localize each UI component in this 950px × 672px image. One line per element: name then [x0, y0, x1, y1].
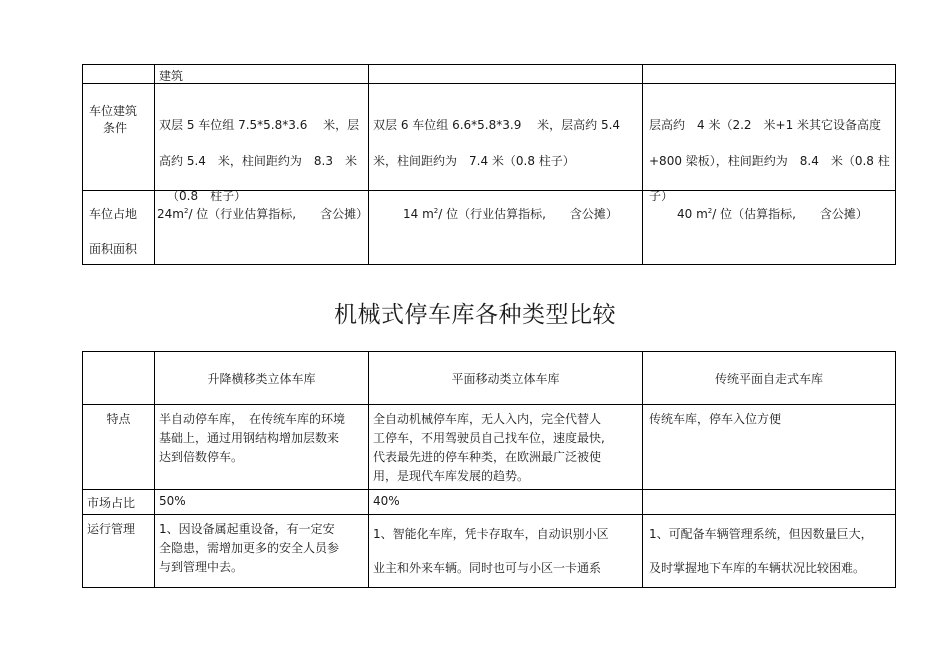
building-conditions-table [82, 64, 896, 265]
row-header-text: 特点 [106, 412, 131, 426]
table-cell [155, 65, 369, 84]
table-cell [155, 405, 369, 490]
cell-text: 双层 5 车位组 7.5*5.8*3.6 米，层 [159, 118, 360, 132]
comparison-table [82, 351, 896, 588]
cell-text: 与到管理中去。 [159, 560, 244, 574]
cell-text: +800 梁板），柱间距约为 8.4 米（0.8 柱 [649, 154, 890, 168]
cell-text: 用，是现代车库发展的趋势。 [373, 469, 530, 483]
row-header-cell [83, 84, 155, 191]
cell-text: 1、智能化车库，凭卡存取车，自动识别小区 [373, 527, 609, 541]
table-row [83, 65, 896, 84]
cell-text: 1、因设备属起重设备，有一定安 [159, 522, 335, 536]
table-header-cell [83, 352, 155, 405]
table-row [83, 515, 896, 588]
column-header: 平面移动类立体车库 [451, 372, 560, 386]
table-cell [643, 191, 896, 265]
cell-text: 子） [649, 189, 674, 203]
cell-text: 全隐患，需增加更多的安全人员参 [159, 541, 340, 555]
table-cell [369, 191, 643, 265]
cell-text: 高约 5.4 米，柱间距约为 8.3 米 [159, 154, 357, 168]
table-cell [369, 490, 643, 515]
cell-text: 全自动机械停车库，无人入内，完全代替人 [373, 412, 602, 426]
cell-text: （0.8 柱子） [167, 189, 247, 203]
row-header-cell [83, 515, 155, 588]
cell-text: 50% [159, 494, 186, 508]
table-cell [369, 84, 643, 191]
table-cell [155, 490, 369, 515]
cell-text: 及时掌握地下车库的车辆状况比较困难。 [649, 561, 866, 575]
cell-text: 业主和外来车辆。同时也可与小区一卡通系 [373, 561, 602, 575]
table-cell [83, 65, 155, 84]
table-cell [643, 405, 896, 490]
table-cell [369, 405, 643, 490]
table-cell [643, 490, 896, 515]
table-cell [369, 515, 643, 588]
cell-text: 1、可配备车辆管理系统，但因数量巨大， [649, 527, 873, 541]
table-cell [643, 65, 896, 84]
cell-text: 半自动停车库， 在传统车库的环境 [159, 412, 346, 426]
cell-text: $24m^2/$ 位（行业估算指标, 含公摊） [157, 207, 369, 221]
row-header-text: 车位占地 [89, 207, 138, 221]
page-title: 机械式停车库各种类型比较 [334, 302, 616, 328]
row-header-text: 运行管理 [87, 522, 136, 536]
cell-text: 基础上，通过用钢结构增加层数来 [159, 431, 340, 445]
column-header: 传统平面自走式车库 [714, 372, 823, 386]
cell-text: 工停车，不用驾驶员自己找车位，速度最快, [373, 431, 605, 445]
table-cell [155, 84, 369, 203]
table-row [83, 490, 896, 515]
row-header-text: 市场占比 [87, 496, 136, 510]
row-header-text: 车位建筑 [89, 104, 138, 118]
table-row [83, 84, 896, 191]
cell-text: 代表最先进的停车种类，在欧洲最广泛被使 [373, 450, 602, 464]
table-cell [155, 191, 369, 265]
row-header-text: 条件 [103, 121, 128, 135]
cell-text: 米，柱间距约为 7.4 米（0.8 柱子） [373, 154, 575, 168]
table-header-cell [369, 352, 643, 405]
cell-text: 建筑 [159, 69, 184, 83]
cell-text: 40% [373, 494, 400, 508]
column-header: 升降横移类立体车库 [207, 372, 316, 386]
row-header-text: 面积面积 [89, 242, 138, 256]
cell-text: 双层 6 车位组 6.6*5.8*3.9 米，层高约 5.4 [373, 118, 621, 132]
table-row [83, 191, 896, 265]
cell-text: 传统车库，停车入位方便 [649, 412, 782, 426]
table-cell [643, 84, 896, 203]
cell-text: 14 $m^2/$ 位（行业估算指标, 含公摊） [403, 207, 618, 221]
row-header-cell [83, 191, 155, 265]
cell-text: 达到倍数停车。 [159, 450, 244, 464]
table-cell [155, 515, 369, 588]
table-header-row [83, 352, 896, 405]
table-row [83, 405, 896, 490]
table-cell [369, 65, 643, 84]
table-cell [643, 515, 896, 588]
table-header-cell [155, 352, 369, 405]
row-header-cell [83, 405, 155, 490]
cell-text: 40 $m^2/$ 位（估算指标, 含公摊） [677, 207, 868, 221]
row-header-cell [83, 490, 155, 515]
table-header-cell [643, 352, 896, 405]
cell-text: 层高约 4 米（2.2 米+1 米其它设备高度 [649, 118, 882, 132]
